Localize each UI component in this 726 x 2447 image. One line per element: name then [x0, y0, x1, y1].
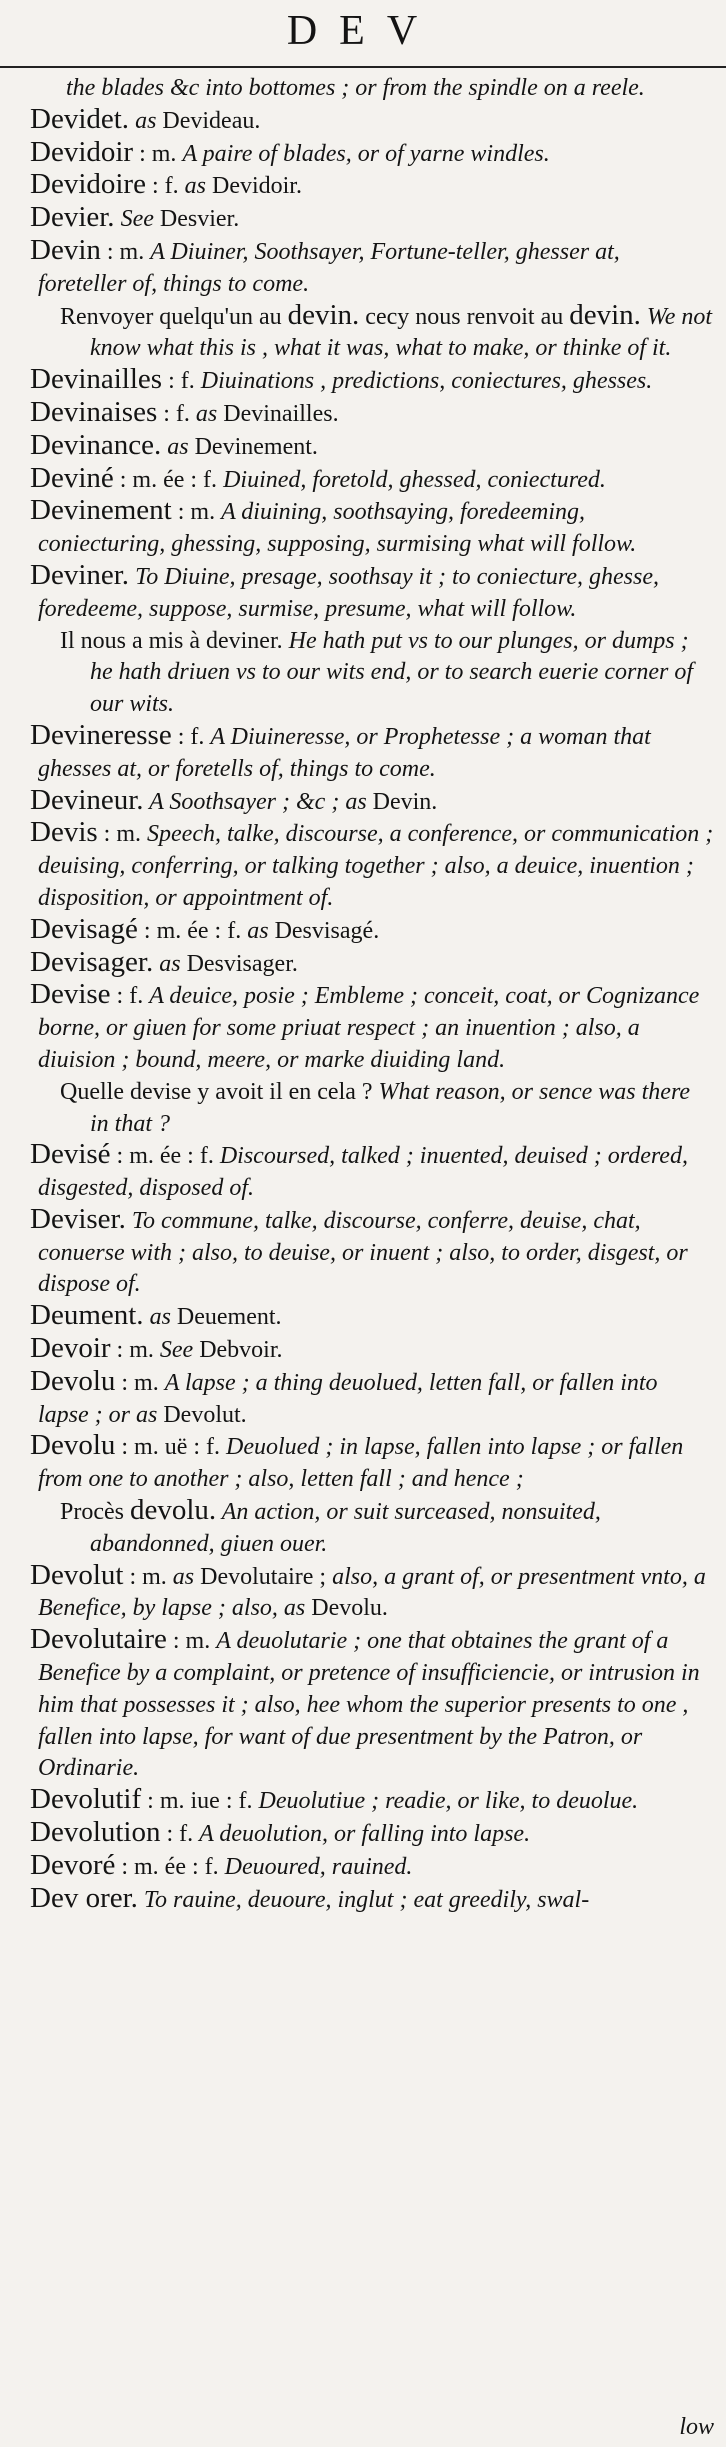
dictionary-entry — [30, 169, 714, 202]
headword: Devis — [30, 816, 98, 849]
definition-text: A deuice, posie ; Embleme ; conceit, coat, or Cognizance borne, or giuen for some priuat respect ; an inuention ; also, a diuision ; bound, meere, or marke diuiding land. — [38, 983, 700, 1073]
grammar-label: : m. — [166, 1628, 217, 1655]
grammar-label: : m. iue : f. — [141, 1788, 259, 1815]
grammar-label: : m. ée : f. — [137, 917, 248, 944]
french-text: Deuement. — [176, 1304, 282, 1331]
grammar-label: : m. — [123, 1563, 173, 1590]
headword: Devolu — [30, 1364, 116, 1397]
grammar-label: : m. ée : f. — [113, 466, 224, 493]
dictionary-entry — [30, 785, 714, 818]
french-text: Desvisagé. — [274, 917, 380, 944]
definition-text: A Diuineresse, or Prophetesse ; a woman that ghesses at, or foretells of, things to come. — [38, 723, 651, 782]
dictionary-entry — [30, 560, 714, 625]
definition-text: A diuining, soothsaying, foredeeming, coniecturing, ghessing, supposing, surmising what will follow. — [38, 499, 637, 558]
definition-text: To Diuine, presage, soothsay it ; to coniecture, ghesse, foredeeme, suppose, surmise, presume, what will follow. — [38, 563, 659, 622]
headword: Devisé — [30, 1138, 111, 1171]
grammar-label: : f. — [110, 983, 150, 1010]
definition-text: A lapse ; a thing deuolued, letten fall, or fallen into lapse ; or as — [38, 1369, 658, 1428]
headword: Devisager. — [30, 945, 154, 978]
definition-text: A deuolution, or falling into lapse. — [199, 1821, 531, 1848]
dictionary-entry — [30, 1560, 714, 1625]
headword: Devoré — [30, 1848, 116, 1881]
definition-text: We not know what this is , what it was, what to make, or thinke of it. — [90, 303, 713, 362]
sub-entry — [30, 1076, 714, 1140]
headword: Devineur. — [30, 783, 144, 816]
headword: Devinailles — [30, 363, 163, 396]
dictionary-entry — [30, 463, 714, 496]
grammar-label: : f. — [162, 368, 201, 395]
dictionary-entry — [30, 364, 714, 397]
definition-text: as — [172, 1563, 201, 1590]
dictionary-entry — [30, 1366, 714, 1431]
french-text: Devidoir. — [211, 173, 302, 200]
headword: Devineresse — [30, 718, 172, 751]
definition-text: To commune, talke, discourse, conferre, deuise, chat, conuerse with ; also, to deuise, or inuent ; also, to order, disgest, or dispose of. — [38, 1207, 688, 1298]
headword: Devier. — [30, 201, 115, 234]
headword: Devinement — [30, 494, 172, 527]
headword: Devolutif — [30, 1783, 142, 1816]
dictionary-entry — [30, 235, 714, 300]
headword: Deviner. — [30, 558, 130, 591]
dictionary-entry — [30, 1817, 714, 1850]
headword: Devinaises — [30, 395, 158, 428]
definition-text: as — [153, 950, 187, 977]
headword: Devolut — [30, 1558, 124, 1591]
definition-text: the blades &c into bottomes ; or from the spindle on a reele. — [66, 75, 645, 101]
grammar-label: : m. ée : f. — [115, 1853, 225, 1880]
headword: Deviser. — [30, 1202, 126, 1235]
headword: Devidoire — [30, 168, 146, 201]
french-text: Desvier. — [159, 206, 240, 233]
sub-entry — [30, 1495, 714, 1560]
french-text: Debvoir. — [199, 1337, 283, 1364]
dictionary-entry — [30, 1204, 714, 1300]
headword: Devise — [30, 978, 111, 1011]
headword: Devolu — [30, 1429, 116, 1462]
grammar-label: : m. — [97, 821, 148, 848]
dictionary-entry — [30, 1430, 714, 1495]
definition-text: as — [161, 433, 195, 460]
definition-text: Deuolued ; in lapse, fallen into lapse ; or fallen from one to another ; also, letten fall ; and hence ; — [38, 1434, 684, 1493]
headword: Devinance. — [30, 428, 162, 461]
catchword: low — [679, 2414, 714, 2440]
definition-text: Discoursed, talked ; inuented, deuised ; ordered, disgested, disposed of. — [38, 1143, 688, 1202]
entry-continuation — [30, 72, 714, 104]
headword: Deument. — [30, 1299, 144, 1332]
definition-text: What reason, or sence was there in that ? — [90, 1078, 691, 1137]
definition-text: Diuinations , predictions, coniectures, ghesses. — [200, 368, 653, 395]
french-text: Devinement. — [194, 433, 318, 460]
sub-entry — [30, 300, 714, 365]
definition-text: Speech, talke, discourse, a conference, or communication ; deuising, conferring, or talking together ; also, a deuice, inuention ; disposition, or appointment of. — [38, 821, 714, 911]
dictionary-entry — [30, 1139, 714, 1204]
definition-text: A Diuiner, Soothsayer, Fortune-teller, ghesser at, foreteller of, things to come. — [38, 238, 620, 297]
french-text: cecy nous renvoit au — [359, 303, 570, 330]
headword: Devolutaire — [30, 1623, 167, 1656]
grammar-label: : m. ée : f. — [110, 1143, 220, 1170]
sub-entry — [30, 625, 714, 720]
dictionary-entry — [30, 1883, 714, 1916]
french-text: Devolu. — [311, 1595, 388, 1622]
grammar-label: : m. — [171, 499, 222, 526]
grammar-label: : m. — [133, 140, 183, 167]
definition-text: as — [195, 400, 224, 427]
definition-text: as — [129, 107, 163, 134]
headword: Deviné — [30, 461, 114, 494]
definition-text: See — [114, 206, 160, 233]
grammar-label: : f. — [171, 723, 211, 750]
headword: Devin — [30, 233, 101, 266]
headword: devolu. — [129, 1494, 217, 1527]
french-text: Desvisager. — [186, 950, 298, 977]
grammar-label: : f. — [145, 173, 185, 200]
definition-text: Diuined, foretold, ghessed, coniectured. — [223, 466, 606, 493]
entry-list — [30, 72, 714, 1915]
definition-text: as — [247, 917, 275, 944]
definition-text: A deuolutarie ; one that obtaines the grant of a Benefice by a complaint, or pretence of insufficiencie, or intrusion in him that possesses it ; also, hee whom the superior presents to one , fallen into lapse, for want of due presentment by the Patron, or Ordinarie. — [38, 1628, 700, 1782]
header-rule — [0, 66, 726, 68]
headword: Devoir — [30, 1332, 111, 1365]
grammar-label: : m. uë : f. — [115, 1434, 227, 1461]
grammar-label: : f. — [160, 1821, 200, 1848]
definition-text: See — [159, 1337, 200, 1364]
french-text: Devin. — [372, 788, 438, 815]
headword: Devidet. — [30, 102, 130, 135]
dictionary-entry — [30, 1784, 714, 1817]
definition-text: An action, or suit surceased, nonsuited, abandonned, giuen ouer. — [90, 1499, 601, 1557]
french-text: Devolutaire ; — [200, 1563, 327, 1590]
dictionary-entry — [30, 1850, 714, 1883]
dictionary-entry — [30, 979, 714, 1075]
dictionary-entry — [30, 1300, 714, 1333]
headword: Devolution — [30, 1816, 161, 1849]
definition-text: He hath put vs to our plunges, or dumps ; he hath driuen vs to our wits end, or to search euerie corner of our wits. — [90, 627, 694, 718]
definition-text: Deuoured, rauined. — [224, 1853, 413, 1880]
dictionary-entry — [30, 1333, 714, 1366]
french-text: Renvoyer quelqu'un au — [60, 303, 288, 330]
definition-text: Deuolutiue ; readie, or like, to deuolue. — [258, 1788, 639, 1815]
headword: Dev orer. — [30, 1881, 138, 1914]
dictionary-entry — [30, 914, 714, 947]
definition-text: To rauine, deuoure, inglut ; eat greedily, swal- — [137, 1886, 590, 1913]
definition-text: as — [184, 173, 212, 200]
definition-text: also, a grant of, or presentment vnto, a Benefice, by lapse ; also, as — [38, 1563, 706, 1622]
definition-text: as — [143, 1304, 177, 1331]
french-text: Devinailles. — [223, 400, 339, 427]
dictionary-entry — [30, 947, 714, 980]
grammar-label: : m. — [110, 1337, 160, 1364]
french-text: Procès — [60, 1499, 130, 1526]
dictionary-entry — [30, 495, 714, 560]
headword: Devidoir — [30, 135, 134, 168]
dictionary-entry — [30, 430, 714, 463]
headword: Devisagé — [30, 912, 138, 945]
french-text: Devideau. — [162, 107, 261, 134]
running-head: DEV — [286, 8, 440, 54]
dictionary-entry — [30, 1624, 714, 1784]
grammar-label: : f. — [157, 400, 196, 427]
definition-text: A Soothsayer ; &c ; as — [143, 788, 373, 815]
dictionary-entry — [30, 202, 714, 235]
dictionary-entry — [30, 137, 714, 170]
french-text: Il nous a mis à deviner. — [60, 627, 283, 654]
headword: devin. — [287, 298, 360, 331]
definition-text: A paire of blades, or of yarne windles. — [182, 140, 550, 167]
grammar-label: : m. — [100, 238, 151, 265]
dictionary-entry — [30, 817, 714, 913]
french-text: Devolut. — [163, 1401, 247, 1428]
headword: devin. — [569, 298, 641, 331]
grammar-label: : m. — [115, 1369, 165, 1396]
dictionary-entry — [30, 720, 714, 785]
french-text: Quelle devise y avoit il en cela ? — [60, 1078, 373, 1105]
dictionary-entry — [30, 104, 714, 137]
dictionary-entry — [30, 397, 714, 430]
